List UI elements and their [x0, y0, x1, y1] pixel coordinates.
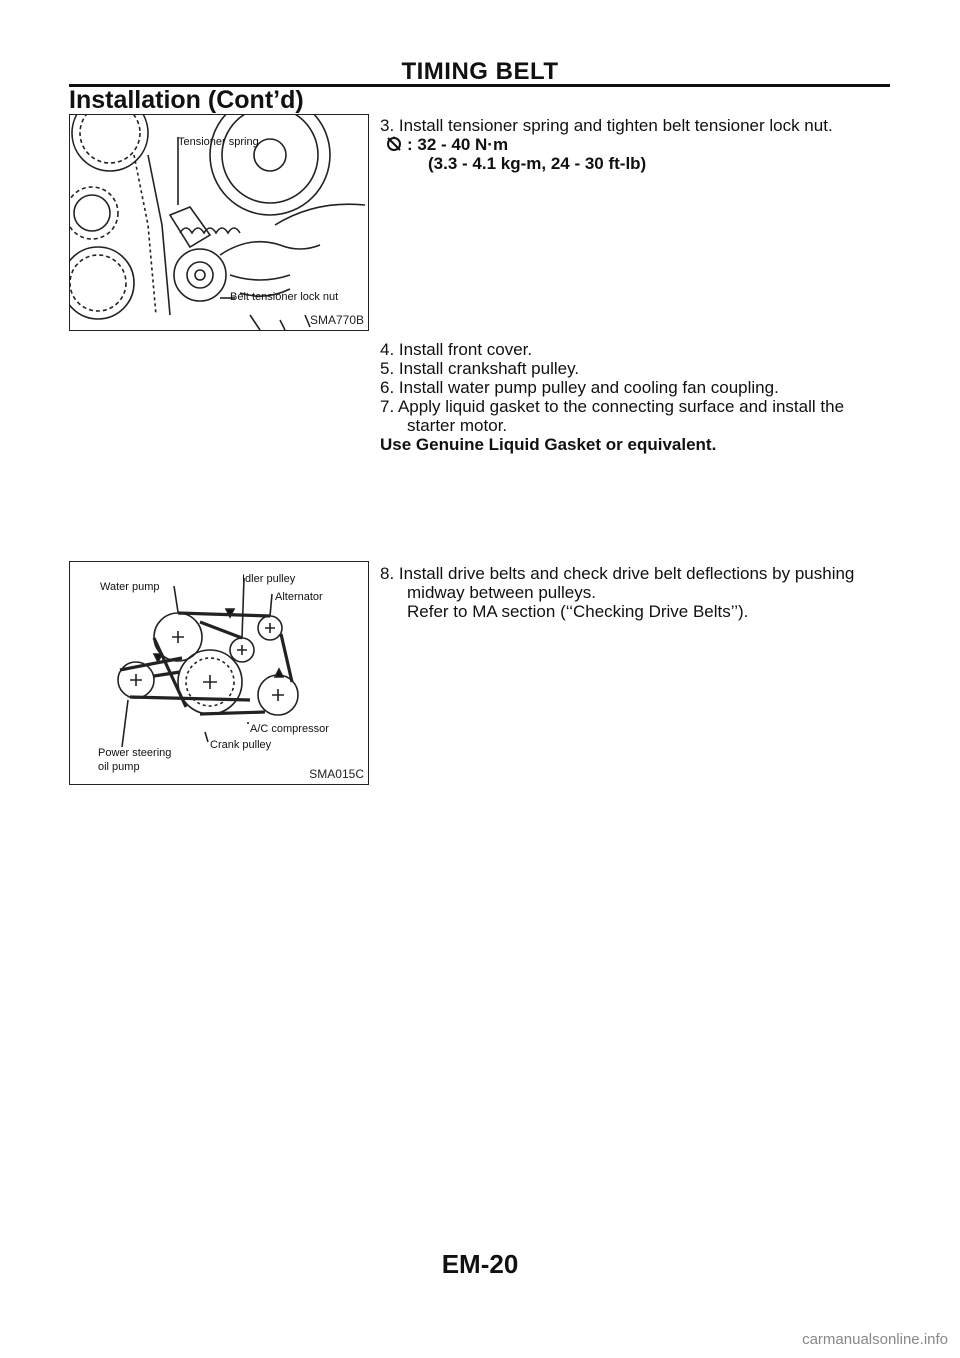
section-title: TIMING BELT [401, 58, 559, 85]
label-power-steering: Power steering [98, 747, 172, 759]
figure-drive-belts [69, 561, 369, 785]
step-3-text: 3. Install tensioner spring and tighten belt tensioner lock nut. [380, 116, 833, 135]
step-8 [380, 564, 890, 621]
steps-4-7 [380, 340, 890, 454]
step-3 [380, 116, 890, 173]
tensioner-illustration [70, 115, 368, 330]
figure-tensioner [69, 114, 369, 331]
label-ac-compressor: A/C compressor [250, 723, 329, 735]
step-8-line1: 8. Install drive belts and check drive belt deflections by pushing [380, 564, 855, 583]
label-water-pump: Water pump [100, 581, 160, 593]
figure-code: SMA015C [309, 767, 364, 781]
torque-value: : 32 - 40 N·m [407, 135, 509, 154]
torque-spec [380, 135, 890, 154]
watermark-text[interactable]: carmanualsonline.info [802, 1331, 948, 1348]
subsection-title: Installation (Cont’d) [69, 86, 304, 114]
label-oil-pump: oil pump [98, 761, 140, 773]
label-lock-nut: Belt tensioner lock nut [230, 291, 339, 303]
page-number: EM-20 [441, 1249, 519, 1279]
drive-belt-diagram [70, 562, 368, 784]
step-8-line2: midway between pulleys. [407, 583, 596, 602]
step-7: 7. Apply liquid gasket to the connecting surface and install the [380, 397, 845, 416]
label-idler-pulley: Idler pulley [242, 573, 296, 585]
figure-code: SMA770B [309, 313, 364, 327]
step-7-cont: starter motor. [407, 416, 508, 435]
label-crank-pulley: Crank pulley [210, 739, 272, 751]
gasket-note: Use Genuine Liquid Gasket or equivalent. [380, 435, 717, 454]
step-8-reference: Refer to MA section (‘‘Checking Drive Belts’’). [407, 602, 749, 621]
torque-wrench-icon [384, 135, 404, 153]
step-6: 6. Install water pump pulley and cooling fan coupling. [380, 378, 779, 397]
step-5: 5. Install crankshaft pulley. [380, 359, 580, 378]
label-tensioner-spring: Tensioner spring [178, 136, 259, 148]
step-4: 4. Install front cover. [380, 340, 533, 359]
torque-alt-units: (3.3 - 4.1 kg-m, 24 - 30 ft-lb) [428, 154, 647, 173]
label-alternator: Alternator [275, 591, 323, 603]
